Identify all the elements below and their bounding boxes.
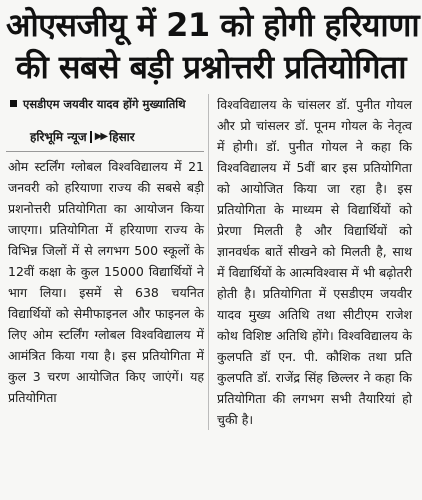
bullet-square-icon [10, 100, 17, 107]
right-column [208, 94, 412, 430]
byline-divider [90, 131, 92, 143]
byline-source: हरिभूमि न्यूज [30, 130, 87, 144]
headline [6, 4, 420, 88]
article-columns [6, 94, 416, 430]
byline [30, 128, 204, 145]
left-column [6, 94, 208, 430]
subheadline-text: एसडीएम जयवीर यादव होंगे मुख्यातिथि [23, 97, 186, 111]
forward-arrows-icon: ▶▶ [94, 131, 107, 142]
right-column-text: विश्वविद्यालय के चांसलर डॉ. पुनीत गोयल और प्रो चांसलर डॉ. पूनम गोयल के नेतृत्व में होगी। डॉ. पुनीत गोयल ने कहा कि विश्वविद्यालय में 5वीं बार इस प्रतियोगिता को आयोजित किया जा रहा है। इस प्रतियोगिता के माध्यम से विद्यार्थियों को प्रेरणा मिलती है और विद्यार्थियों को ज्ञानवर्धक बातें सीखने को मिलती है, साथ में विद्यार्थियों के आत्मविश्वास में भी बढ़ोतरी होती है। प्रतियोगिता में एसडीएम जयवीर यादव मुख्य अतिथि तथा सीटीएम राजेश कोथ विशिष्ट अतिथि होंगे। विश्वविद्यालय के कुलपति डॉ एन. पी. कौशिक तथा प्रति कुलपति डॉ. राजेंद्र सिंह छिल्लर ने कहा कि प्रतियोगिता की लगभग सभी तैयारियां हो चुकी है। [217, 97, 412, 427]
byline-location: हिसार [109, 130, 135, 144]
left-column-text: ओम स्टर्लिंग ग्लोबल विश्वविद्यालय में 21 जनवरी को हरियाणा राज्य की सबसे बड़ी प्रशनोत्तरी प्रतियोगिता का आयोजन किया जाएगा। प्रतियोगिता में हरियाणा राज्य के विभिन्न जिलों में से लगभग 500 स्कूलों के 12वीं कक्षा के कुल 15000 विद्यार्थियों ने भाग लिया। इसमें से 638 चयनित विद्यार्थियों को सेमीफाइनल और फाइनल के लिए ओम स्टर्लिंग ग्लोबल विश्वविद्यालय में आमंत्रित किया गया है। इस प्रतियोगिता में कुल 3 चरण आयोजित किए जाएंगें। यह प्रतियोगिता [8, 159, 204, 405]
headline-line-2: की सबसे बड़ी प्रश्नोत्तरी प्रतियोगिता [15, 48, 407, 86]
byline-rule [6, 151, 204, 152]
headline-line-1: ओएसजीयू में 21 को होगी हरियाणा [6, 6, 420, 44]
subheadline [6, 96, 204, 112]
